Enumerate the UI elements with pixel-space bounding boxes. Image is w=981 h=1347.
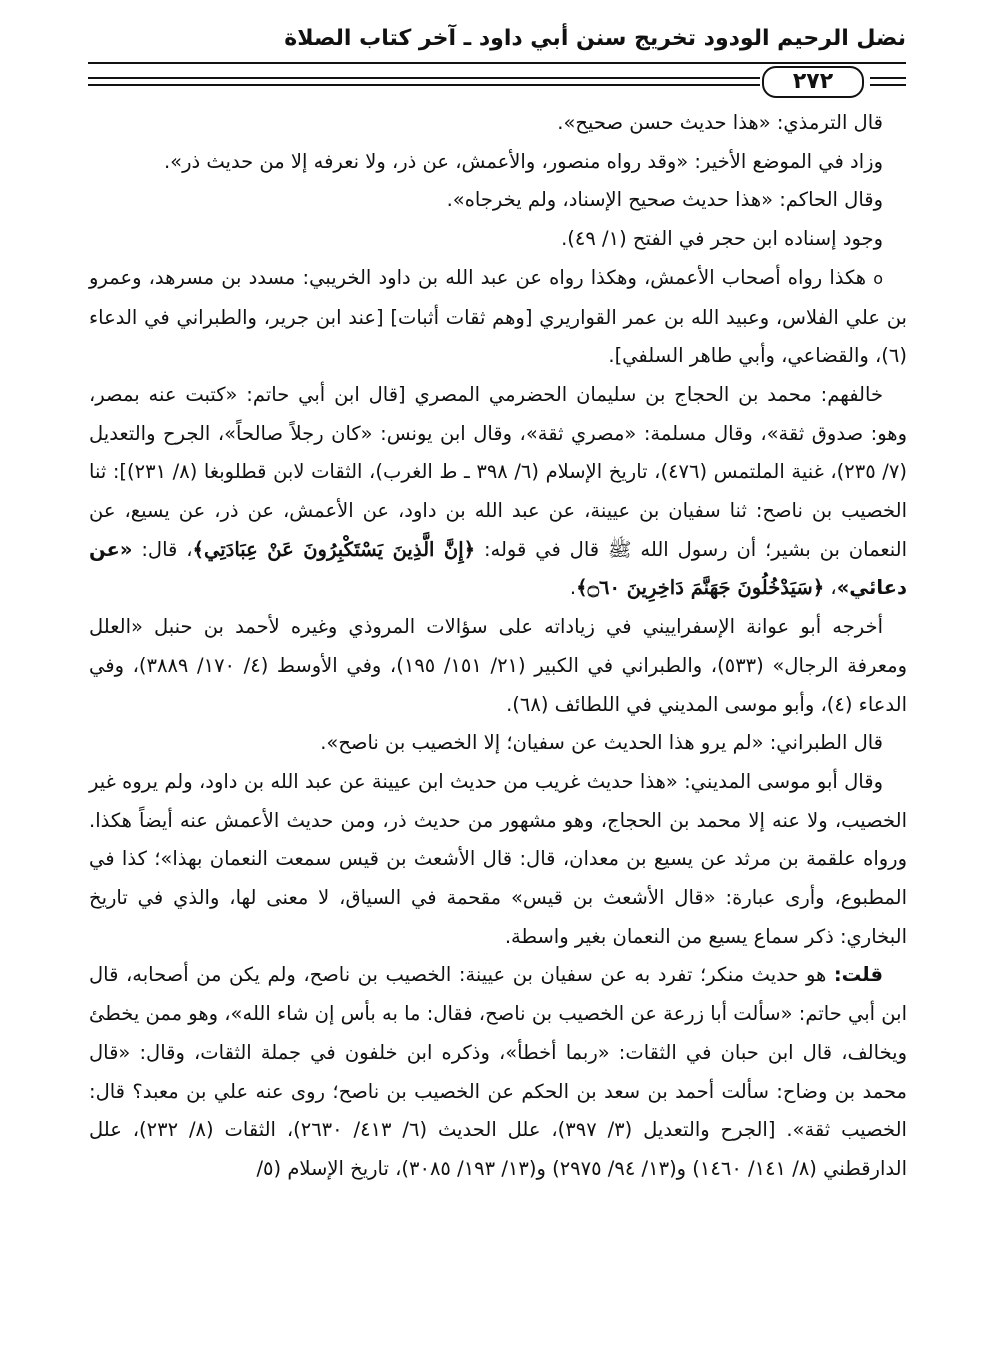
running-header bbox=[88, 26, 906, 96]
paragraph-text: هو حديث منكر؛ تفرد به عن سفيان بن عيينة: الخصيب بن ناصح، ولم يكن من أصحابه، قال ابن أبي حاتم: «سألت أبا زرعة عن الخصيب بن ناصح، فقال: ما به بأس إن شاء الله»، وهو ممن يخطئ ويخالف، قال ابن حبان في الثقات: «ربما أخطأ»، وذكره ابن خلفون في جملة الثقات، وقال: «قال محمد بن وضاح: سألت أحمد بن سعد بن الحكم عن الخصيب بن ناصح؛ روى عنه علي بن معبد؟ قال: الخصيب ثقة». [الجرح والتعديل (٣/ ٣٩٧)، علل الحديث (٦/ ٤١٣/ ٢٦٣٠)، الثقات (٨/ ٢٣٢)، علل الدارقطني (٨/ ١٤١/ ١٤٦٠) و(١٣/ ٩٤/ ٢٩٧٥) و(١٣/ ١٩٣/ ٣٠٨٥)، تاريخ الإسلام (٥/ bbox=[89, 963, 907, 1180]
paragraph-bulleted bbox=[89, 259, 907, 376]
paragraph: وجود إسناده ابن حجر في الفتح (١/ ٤٩). bbox=[561, 227, 883, 251]
page-number: ٢٧٢ bbox=[762, 66, 864, 98]
qultu-label: قلت: bbox=[833, 963, 883, 987]
page-number-row bbox=[88, 66, 906, 98]
bullet-marker: o bbox=[873, 268, 883, 288]
paragraph: وقال الحاكم: «هذا حديث صحيح الإسناد، ولم يخرجاه». bbox=[446, 188, 883, 212]
header-title: نضل الرحيم الودود تخريج سنن أبي داود ـ آخر كتاب الصلاة bbox=[284, 26, 906, 51]
page-body bbox=[89, 104, 907, 1189]
quoted-phrase: «عن دعائي» bbox=[89, 537, 907, 600]
paragraph-text: خالفهم: محمد بن الحجاج بن سليمان الحضرمي المصري [قال ابن أبي حاتم: «كتبت عنه بمصر، وهو: صدوق ثقة»، وقال مسلمة: «مصري ثقة»، وقال ابن يونس: «كان رجلاً صالحاً»، الجرح والتعديل (٧/ ٢٣٥)، غنية الملتمس (٤٧٦)، تاريخ الإسلام (٦/ ٣٩٨ ـ ط الغرب)، الثقات لابن قطلوبغا (٨/ ٢٣١)]: ثنا الخصيب بن ناصح: ثنا سفيان بن عيينة، عن عبد الله بن داود، عن الأعمش، عن ذر، عن يسيع، عن النعمان بن بشير؛ أن رسول الله ﷺ قال في قوله: bbox=[89, 382, 907, 561]
paragraph-text: هكذا رواه أصحاب الأعمش، وهكذا رواه عن عبد الله بن داود الخريبي: مسدد بن مسرهد، وعمرو بن علي الفلاس، وعبيد الله بن عمر القواريري [وهم ثقات أثبات] [عند ابن جرير، والطبراني في الدعاء (٦)، والقضاعي، وأبي طاهر السلفي]. bbox=[89, 265, 907, 368]
paragraph: وقال أبو موسى المديني: «هذا حديث غريب من حديث ابن عيينة عن عبد الله بن داود، ولم يروه غير الخصيب، ولا عنه إلا محمد بن الحجاج، وهو مشهور من حديث ذر، ومن حديث الأعمش عنه أيضاً هكذا. ورواه علقمة بن مرثد عن يسيع بن معدان، قال: قال الأشعث بن قيس سمعت النعمان بهذا»؛ كذا في المطبوع، وأرى عبارة: «قال الأشعث بن قيس» مقحمة في السياق، لا معنى لها، والذي في تاريخ البخاري: ذكر سماع يسيع من النعمان بغير واسطة. bbox=[89, 769, 907, 948]
quran-verse: ﴿سَيَدْخُلُونَ جَهَنَّمَ دَاخِرِينَ ۝٦٠﴾ bbox=[576, 576, 825, 600]
header-rule bbox=[88, 62, 906, 64]
paragraph: وزاد في الموضع الأخير: «وقد رواه منصور، والأعمش، عن ذر، ولا نعرفه إلا من حديث ذر». bbox=[163, 149, 883, 173]
header-double-line-right bbox=[870, 77, 906, 86]
qala-label: ، قال: bbox=[141, 537, 193, 561]
paragraph: قال الطبراني: «لم يرو هذا الحديث عن سفيان؛ إلا الخصيب بن ناصح». bbox=[320, 731, 883, 755]
paragraph: قال الترمذي: «هذا حديث حسن صحيح». bbox=[557, 111, 883, 134]
paragraph-qultu bbox=[89, 956, 907, 1188]
quran-verse: ﴿إِنَّ الَّذِينَ يَسْتَكْبِرُونَ عَنْ عِبَادَتِي﴾ bbox=[192, 537, 476, 561]
header-double-line-left bbox=[88, 77, 760, 86]
paragraph: أخرجه أبو عوانة الإسفراييني في زياداته على سؤالات المروذي وغيره لأحمد بن حنبل «العلل ومعرفة الرجال» (٥٣٣)، والطبراني في الكبير (٢١/ ١٥١/ ١٩٥)، وفي الأوسط (٤/ ١٧٠/ ٣٨٨٩)، وفي الدعاء (٤)، وأبو موسى المديني في اللطائف (٦٨). bbox=[89, 615, 907, 716]
paragraph-with-verse: خالفهم: محمد بن الحجاج بن سليمان الحضرمي المصري [قال ابن أبي حاتم: «كتبت عنه بمصر، وهو: صدوق ثقة»، وقال مسلمة: «مصري ثقة»، وقال ابن يونس: «كان رجلاً صالحاً»، الجرح والتعديل (٧/ ٢٣٥)، غنية الملتمس (٤٧٦)، تاريخ الإسلام (٦/ ٣٩٨ ـ ط الغرب)، الثقات لابن قطلوبغا (٨/ ٢٣١)]: ثنا الخصيب بن ناصح: ثنا سفيان بن عيينة، عن عبد الله بن داود، عن الأعمش، عن ذر، عن يسيع، عن النعمان بن بشير؛ أن رسول الله ﷺ قال في قوله: ﴿إِنَّ الَّذِينَ يَسْتَكْبِرُونَ عَنْ عِبَادَتِي﴾، قال: «عن دعائي»، ﴿سَيَدْخُلُونَ جَهَنَّمَ دَاخِرِينَ ۝٦٠﴾. bbox=[89, 382, 907, 600]
